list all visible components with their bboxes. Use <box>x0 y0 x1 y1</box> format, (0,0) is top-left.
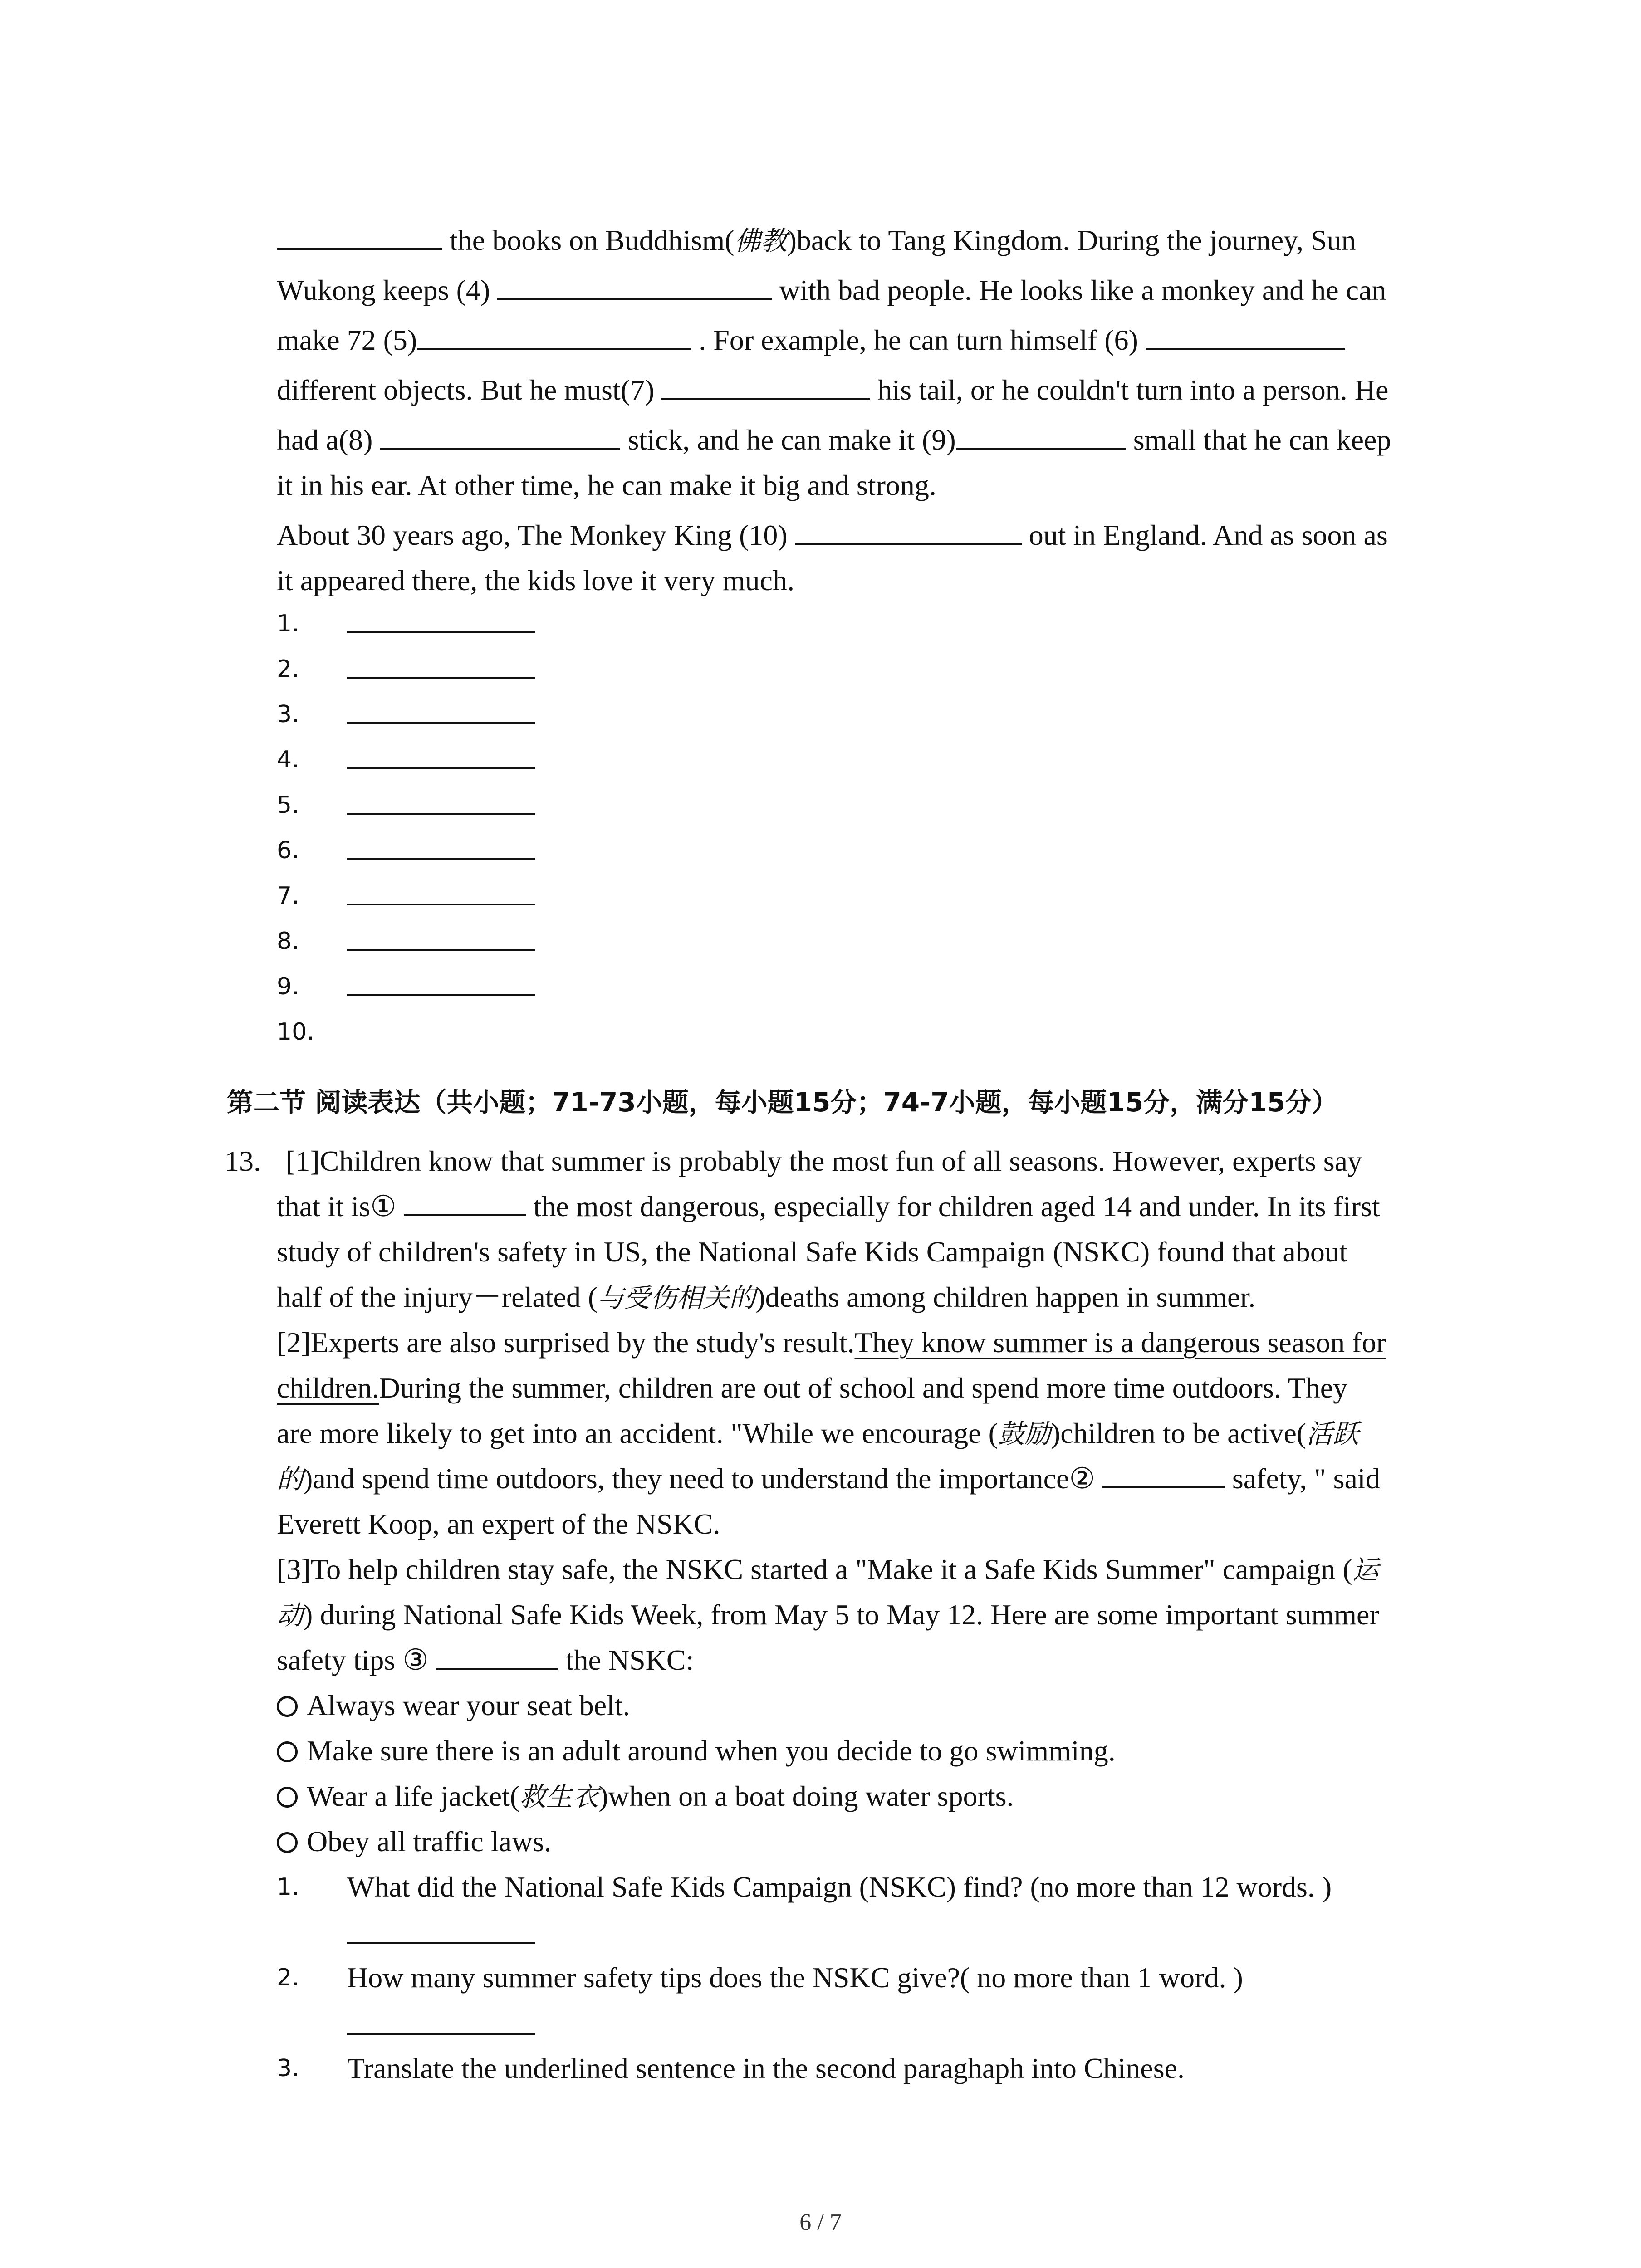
blank-4[interactable] <box>497 272 772 300</box>
blank-10[interactable] <box>795 517 1022 545</box>
passage-line-3: make 72 (5) . For example, he can turn himself (6) <box>277 318 1345 363</box>
sub-question-answer-line[interactable] <box>347 1942 535 1944</box>
q13-paragraph-1-line-2: that it is① the most dangerous, especially for children aged 14 and under. In its first <box>277 1184 1380 1229</box>
sub-question-text: How many summer safety tips does the NSKC give?( no more than 1 word. ) <box>347 1961 1243 1994</box>
q13-paragraph-1-line-3: study of children's safety in US, the National Safe Kids Campaign (NSKC) found that about <box>277 1236 1347 1268</box>
blank-8[interactable] <box>380 421 620 450</box>
section-heading: 第二节 阅读表达（共小题；71-73小题，每小题15分；74-7小题，每小题15分，满分15分） <box>227 1087 1338 1118</box>
circle-bullet-icon <box>277 1741 298 1762</box>
q13-paragraph-2-line-3: are more likely to get into an accident. "While we encourage (鼓励)children to be active(活跃 <box>277 1417 1359 1449</box>
blank-circle-3[interactable] <box>436 1642 558 1670</box>
q13-paragraph-1-line-4: half of the injury－related (与受伤相关的)deaths among children happen in summer. <box>277 1281 1256 1313</box>
sub-question-answer-line[interactable] <box>347 2033 535 2035</box>
circle-bullet-icon <box>277 1787 298 1808</box>
safety-tip: Wear a life jacket(救生衣)when on a boat doing water sports. <box>277 1774 1014 1819</box>
circle-bullet-icon <box>277 1696 298 1717</box>
answer-line[interactable] <box>347 994 535 996</box>
passage-line-6: it in his ear. At other time, he can make it big and strong. <box>277 469 936 501</box>
q13-paragraph-2-line-2: children.During the summer, children are out of school and spend more time outdoors. They <box>277 1372 1348 1404</box>
answer-line[interactable] <box>347 813 535 815</box>
q13-paragraph-2-line-5: Everett Koop, an expert of the NSKC. <box>277 1508 720 1540</box>
safety-tip: Make sure there is an adult around when you decide to go swimming. <box>277 1728 1116 1774</box>
circle-bullet-icon <box>277 1832 298 1853</box>
question-number: 13. <box>225 1145 261 1177</box>
q13-paragraph-3-line-1: [3]To help children stay safe, the NSKC started a "Make it a Safe Kids Summer" campaign (运 <box>277 1553 1379 1585</box>
answer-line[interactable] <box>347 858 535 860</box>
passage-line-1: the books on Buddhism(佛教)back to Tang Kingdom. During the journey, Sun <box>277 218 1356 263</box>
q13-paragraph-2-line-4: 的)and spend time outdoors, they need to understand the importance② safety, " said <box>277 1456 1380 1501</box>
sub-question-text: What did the National Safe Kids Campaign (NSKC) find? (no more than 12 words. ) <box>347 1871 1332 1903</box>
answer-line[interactable] <box>347 631 535 633</box>
blank-9[interactable] <box>956 421 1126 450</box>
safety-tip: Always wear your seat belt. <box>277 1683 630 1728</box>
q13-paragraph-3-line-2: 动) during National Safe Kids Week, from May 5 to May 12. Here are some important summer <box>277 1598 1379 1631</box>
safety-tip: Obey all traffic laws. <box>277 1819 551 1864</box>
q13-paragraph-1-line-1: [1]Children know that summer is probably the most fun of all seasons. However, experts say <box>286 1145 1362 1177</box>
answer-line[interactable] <box>347 767 535 769</box>
answer-line[interactable] <box>347 722 535 724</box>
blank-6[interactable] <box>1146 322 1345 350</box>
passage-line-4: different objects. But he must(7) his tail, or he couldn't turn into a person. He <box>277 367 1388 413</box>
answer-line[interactable] <box>347 677 535 679</box>
blank-5[interactable] <box>417 322 691 350</box>
passage-line-2: Wukong keeps (4) with bad people. He looks like a monkey and he can <box>277 268 1386 313</box>
underlined-sentence-end: children. <box>277 1372 379 1404</box>
exam-page: the books on Buddhism(佛教)back to Tang Kingdom. During the journey, Sun Wukong keeps (4) with bad people. He looks like a monkey and he can make 72 (5) . For example, he can turn himself (6) different objects. But he must(7) his tail, or he couldn't turn into a person. He had a(8) stick, and he can make it (9) small that he can keep it in his ear. At other time, he can make it big and strong. About 30 years ago, The Monkey King (10) out in England. And as soon as it appeared there, the kids love it very much. 1. 2. 3. 4. 5. 6. 7. 8. 9. 10. 第二节 阅读表达（共小题；71-73小题，每小题15分；74-7小题，每小题15分，满分15分） 13. [1]Children know that summer is probably the most fun of all seasons. However, experts say that it is① the most dangerous, especially for children aged 14 and under. In its first study of children's safety in US, the National Safe Kids Campaign (NSKC) found that about half of the injury－related (与受伤相关的)deaths among children happen in summer. [2]Experts are also surprised by the study's result.They know summer is a dangerous season for children.During the summer, children are out of school and spend more time outdoors. They are more likely to get into an accident. "While we encourage (鼓励)children to be active(活跃 的)and spend time outdoors, they need to understand the importance② safety, " said Everett Koop, an expert of the NSKC. [3]To help children stay safe, the NSKC started a "Make it a Safe Kids Summer" campaign (运 动) during National Safe Kids Week, from May 5 to May 12. Here are some important summer safety tips ③ the NSKC: Always wear your seat belt. Make sure there is an adult around when you decide to go swimming. Wear a life jacket(救生衣)when on a boat doing water sports. Obey all traffic laws. 1. What did the National Safe Kids Campaign (NSKC) find? (no more than 12 words. ) 2. How many summer safety tips does the NSKC give?( no more than 1 word. ) 3. Translate the underlined sentence in the second paraghaph into Chinese. 6 / 7 <box>0 0 1641 2268</box>
sub-question-label: 3. <box>277 2055 299 2082</box>
passage-line-8: it appeared there, the kids love it very much. <box>277 564 794 596</box>
blank-7[interactable] <box>661 371 870 400</box>
sub-question-label: 2. <box>277 1964 299 1991</box>
blank-3[interactable] <box>277 222 442 250</box>
passage-line-5: had a(8) stick, and he can make it (9) small that he can keep <box>277 417 1391 463</box>
blank-circle-1[interactable] <box>404 1188 526 1216</box>
sub-question-text: Translate the underlined sentence in the second paraghaph into Chinese. <box>347 2052 1185 2084</box>
underlined-sentence: They know summer is a dangerous season for <box>854 1326 1386 1359</box>
q13-paragraph-2-line-1: [2]Experts are also surprised by the study's result.They know summer is a dangerous season for <box>277 1326 1386 1359</box>
passage-line-7: About 30 years ago, The Monkey King (10) out in England. And as soon as <box>277 513 1388 558</box>
sub-question-label: 1. <box>277 1873 299 1901</box>
blank-circle-2[interactable] <box>1102 1460 1225 1488</box>
answer-line[interactable] <box>347 949 535 951</box>
q13-paragraph-3-line-3: safety tips ③ the NSKC: <box>277 1637 694 1683</box>
answer-line[interactable] <box>347 904 535 905</box>
page-number: 6 / 7 <box>799 2209 842 2235</box>
